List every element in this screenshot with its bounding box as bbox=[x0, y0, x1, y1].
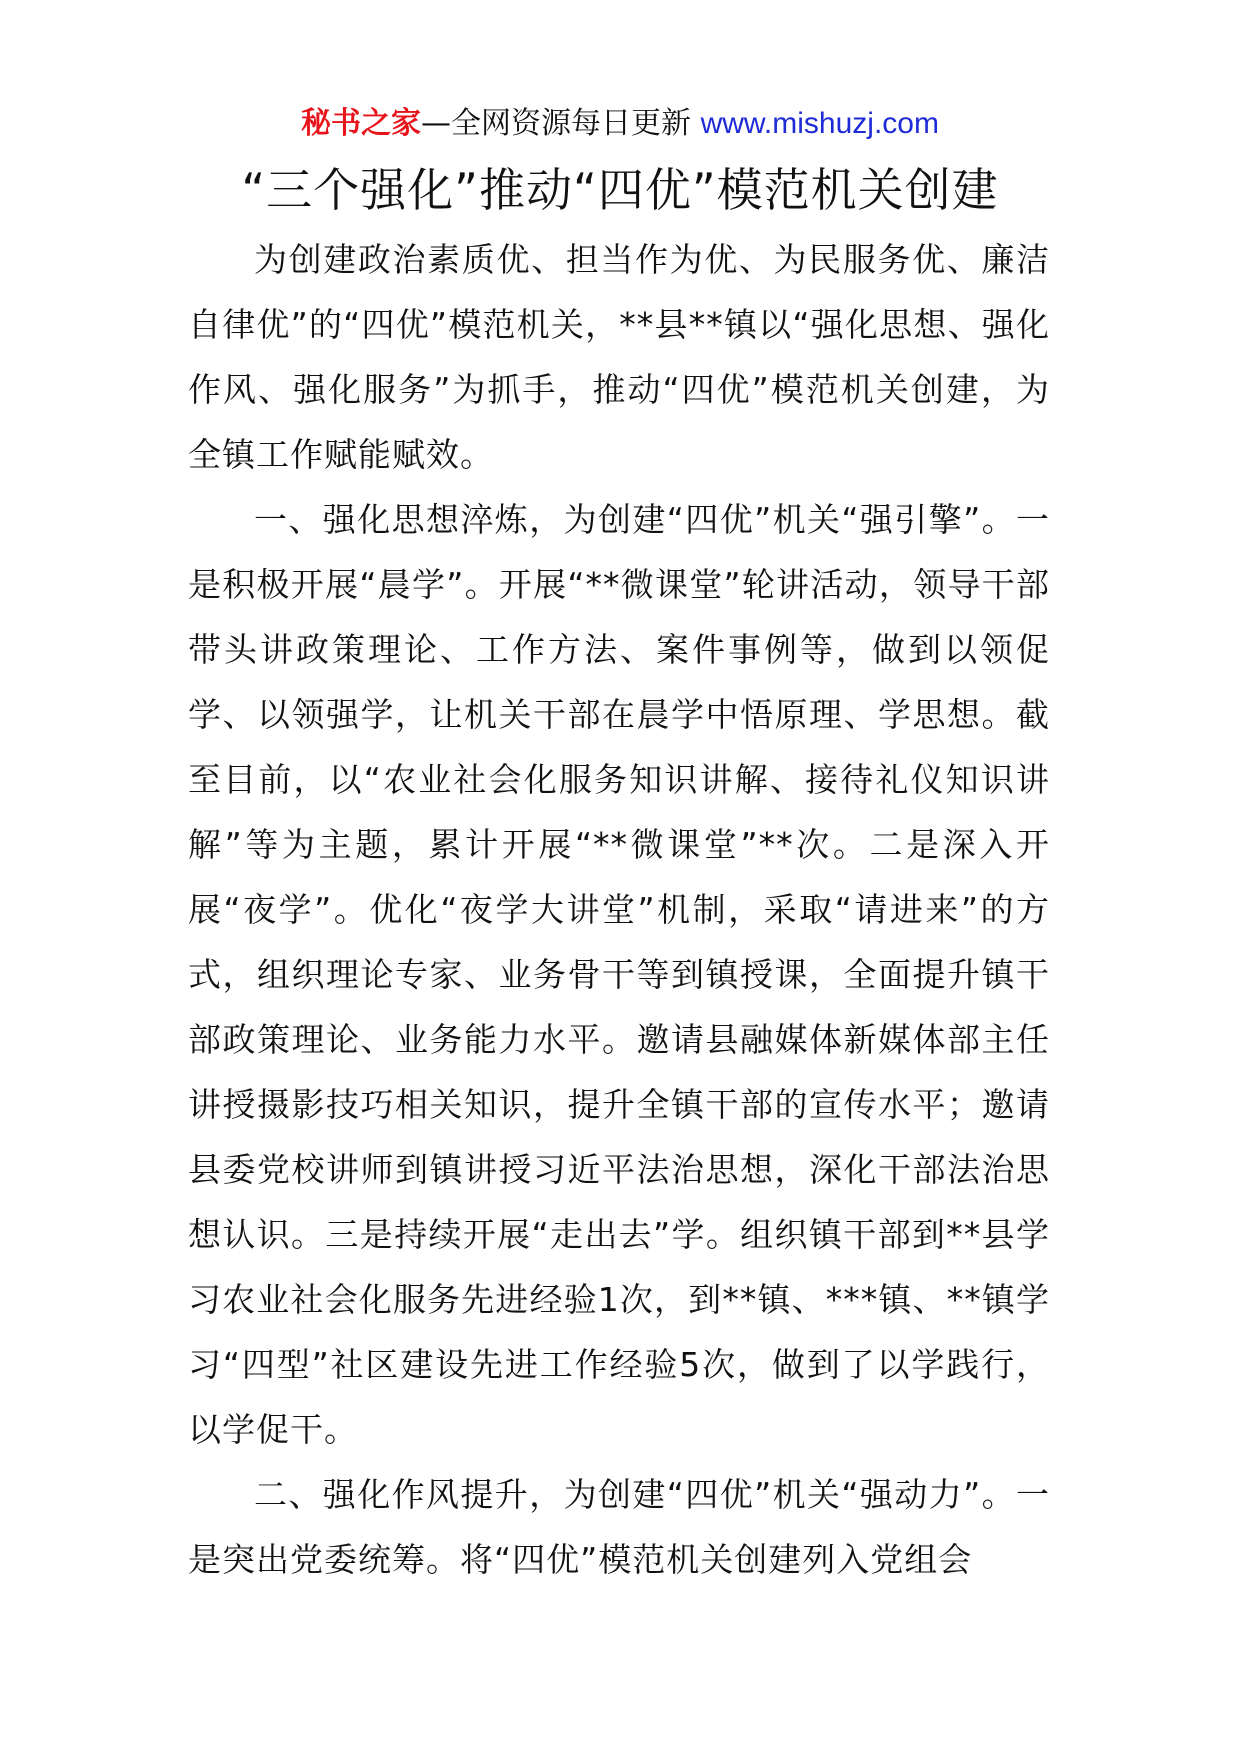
paragraph-section-two: 二、强化作风提升，为创建“四优”机关“强动力”。一是突出党委统筹。将“四优”模范机关创建列入党组会 bbox=[188, 1475, 1050, 1579]
banner-tagline: —全网资源每日更新 bbox=[421, 106, 692, 141]
paragraph-intro: 为创建政治素质优、担当作为优、为民服务优、廉洁自律优”的“四优”模范机关，**县**镇以“强化思想、强化作风、强化服务”为抓手，推动“四优”模范机关创建，为全镇工作赋能赋效。 bbox=[188, 240, 1050, 474]
document-body bbox=[188, 227, 1050, 1592]
document-title: “三个强化”推动“四优”模范机关创建 bbox=[241, 163, 999, 217]
brand-name: 秘书之家 bbox=[301, 106, 422, 141]
site-banner bbox=[0, 104, 1240, 144]
site-url-link[interactable]: www.mishuzj.com bbox=[700, 107, 939, 140]
paragraph-section-one: 一、强化思想淬炼，为创建“四优”机关“强引擎”。一是积极开展“晨学”。开展“**微课堂”轮讲活动，领导干部带头讲政策理论、工作方法、案件事例等，做到以领促学、以领强学，让机关干部在晨学中悟原理、学思想。截至目前，以“农业社会化服务知识讲解、接待礼仪知识讲解”等为主题，累计开展“**微课堂”**次。二是深入开展“夜学”。优化“夜学大讲堂”机制，采取“请进来”的方式，组织理论专家、业务骨干等到镇授课，全面提升镇干部政策理论、业务能力水平。邀请县融媒体新媒体部主任讲授摄影技巧相关知识，提升全镇干部的宣传水平；邀请县委党校讲师到镇讲授习近平法治思想，深化干部法治思想认识。三是持续开展“走出去”学。组织镇干部到**县学习农业社会化服务先进经验1次，到**镇、***镇、**镇学习“四型”社区建设先进工作经验5次，做到了以学践行，以学促干。 bbox=[188, 500, 1050, 1449]
